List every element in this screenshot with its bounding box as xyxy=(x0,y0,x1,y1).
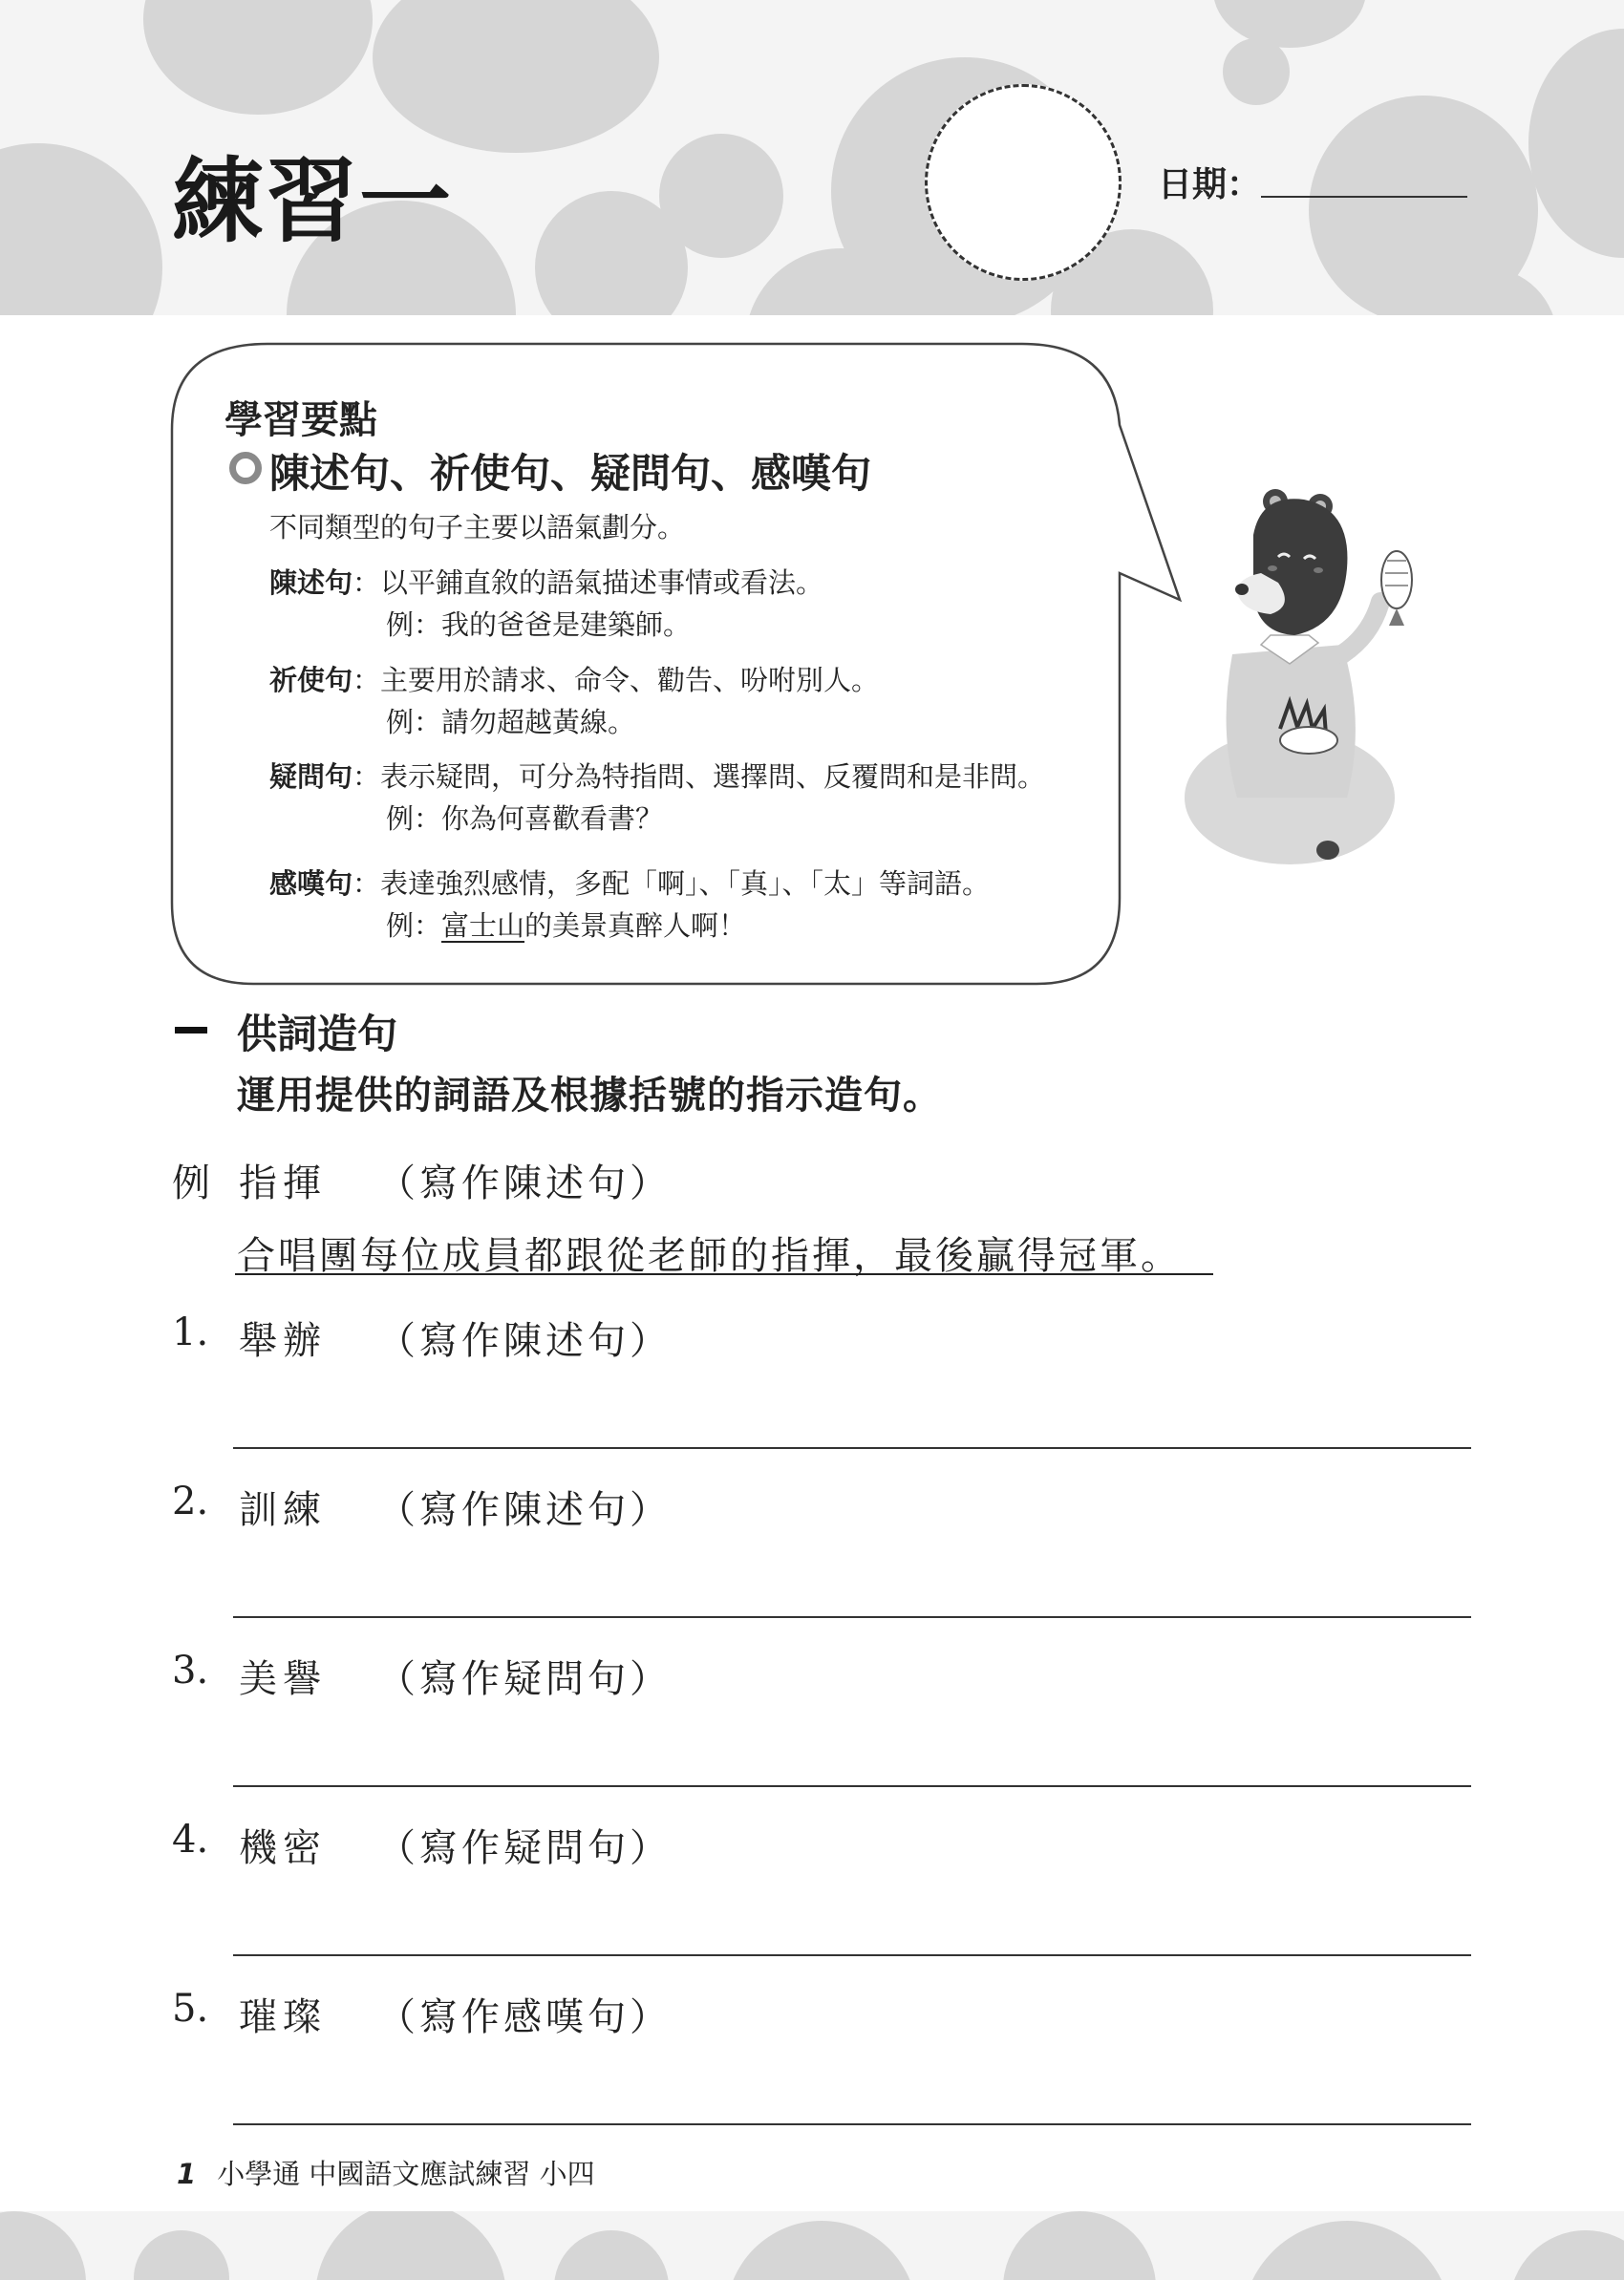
key-points-heading: 陳述句、祈使句、疑問句、感嘆句 xyxy=(269,450,872,497)
answer-line-2[interactable] xyxy=(233,1616,1471,1618)
question-word: 舉辦 xyxy=(239,1319,327,1363)
question-number: 5. xyxy=(172,1987,209,2031)
question-number: 4. xyxy=(172,1818,209,1862)
key-points-intro: 不同類型的句子主要以語氣劃分。 xyxy=(269,511,686,543)
question-hint: （寫作陳述句） xyxy=(377,1319,672,1363)
example-label: 例 xyxy=(172,1161,210,1205)
question-number: 3. xyxy=(172,1649,209,1693)
book-title: 小學通 中國語文應試練習 小四 xyxy=(217,2158,595,2190)
page-number: 1 xyxy=(177,2158,197,2190)
example-suffix: 的美景真醉人啊！ xyxy=(524,909,747,942)
question-word: 機密 xyxy=(239,1826,327,1870)
key-point-example: 例：你為何喜歡看書？ xyxy=(386,802,664,835)
key-point-item xyxy=(269,659,879,698)
question-hint: （寫作陳述句） xyxy=(377,1488,672,1532)
example-answer: 合唱團每位成員都跟從老師的指揮，最後贏得冠軍。 xyxy=(237,1234,1182,1278)
example-word: 指揮 xyxy=(239,1161,327,1205)
question-hint: （寫作感嘆句） xyxy=(377,1995,672,2039)
question-hint: （寫作疑問句） xyxy=(377,1826,672,1870)
question-hint: （寫作疑問句） xyxy=(377,1657,672,1701)
sentence-type-term: 祈使句 xyxy=(269,664,353,696)
question-word: 璀璨 xyxy=(239,1995,327,2039)
section-number-dash-icon xyxy=(175,1027,207,1033)
sentence-type-definition: ：表達強烈感情，多配「啊」、「真」、「太」等詞語。 xyxy=(353,867,991,900)
key-point-example: 例：請勿超越黃線。 xyxy=(386,706,636,738)
example-hint: （寫作陳述句） xyxy=(377,1161,672,1205)
question-number: 2. xyxy=(172,1480,209,1524)
answer-line-3[interactable] xyxy=(233,1785,1471,1787)
key-point-example xyxy=(386,905,746,944)
sentence-type-definition: ：以平鋪直敘的語氣描述事情或看法。 xyxy=(353,566,824,599)
proper-noun-underlined: 富士山 xyxy=(441,909,525,942)
page-footer xyxy=(177,2153,595,2192)
footer-background xyxy=(0,2211,1624,2280)
answer-line-4[interactable] xyxy=(233,1954,1471,1956)
answer-line-1[interactable] xyxy=(233,1447,1471,1449)
sentence-type-term: 感嘆句 xyxy=(269,867,353,900)
bear-illustration-icon xyxy=(1165,482,1423,874)
example-prefix: 例： xyxy=(386,909,442,942)
key-point-example: 例：我的爸爸是建築師。 xyxy=(386,608,692,641)
key-point-item xyxy=(269,756,1045,795)
key-point-item xyxy=(269,863,990,902)
key-point-item xyxy=(269,562,823,601)
question-number: 1. xyxy=(172,1310,209,1354)
question-word: 訓練 xyxy=(239,1488,327,1532)
sentence-type-term: 疑問句 xyxy=(269,760,353,793)
sentence-type-definition: ：表示疑問，可分為特指問、選擇問、反覆問和是非問。 xyxy=(353,760,1046,793)
sentence-type-definition: ：主要用於請求、命令、勸告、吩咐別人。 xyxy=(353,664,880,696)
date-label: 日期： xyxy=(1158,165,1262,204)
question-word: 美譽 xyxy=(239,1657,327,1701)
section-title: 供詞造句 xyxy=(237,1011,398,1057)
answer-line-5[interactable] xyxy=(233,2123,1471,2125)
key-points-title: 學習要點 xyxy=(224,398,377,442)
page-title: 練習一 xyxy=(172,148,453,255)
section-instruction: 運用提供的詞語及根據括號的指示造句。 xyxy=(237,1074,942,1118)
bullet-ring-icon xyxy=(229,452,262,484)
sentence-type-term: 陳述句 xyxy=(269,566,353,599)
example-answer-underline xyxy=(235,1273,1213,1275)
